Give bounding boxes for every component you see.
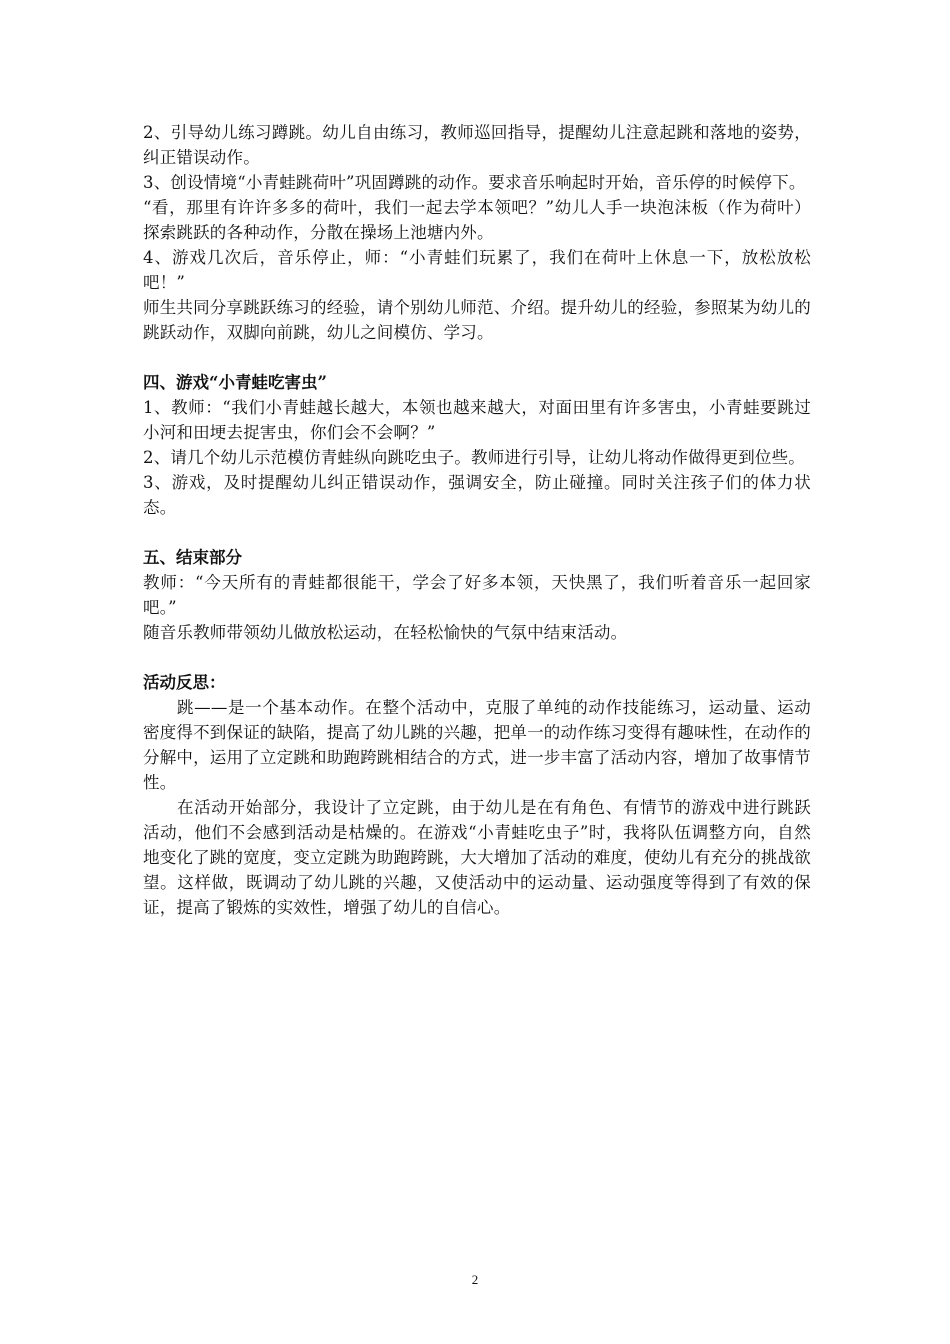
section-heading-reflection: 活动反思： (143, 673, 226, 692)
paragraph-game-safety: 3、游戏，及时提醒幼儿纠正错误动作，强调安全，防止碰撞。同时关注孩子们的体力状态。 (143, 473, 811, 517)
spacer (143, 645, 811, 670)
paragraph-lotus-leaf-situation: 3、创设情境“小青蛙跳荷叶”巩固蹲跳的动作。要求音乐响起时开始，音乐停的时候停下。 (143, 173, 806, 192)
paragraph-music-stop-rest: 4、游戏几次后，音乐停止，师：“小青蛙们玩累了，我们在荷叶上休息一下，放松放松吧！” (143, 248, 811, 292)
page-number: 2 (471, 1272, 479, 1287)
paragraph-teacher-pests: 1、教师：“我们小青蛙越长越大，本领也越来越大，对面田里有许多害虫，小青蛙要跳过小河和田埂去捉害虫，你们会不会啊？” (143, 398, 811, 442)
paragraph-reflection-jump: 跳——是一个基本动作。在整个活动中，克服了单纯的动作技能练习，运动量、运动密度得不到保证的缺陷，提高了幼儿跳的兴趣，把单一的动作练习变得有趣味性，在动作的分解中，运用了立定跳和助跑跨跳相结合的方式，进一步丰富了活动内容，增加了故事情节性。 (143, 698, 811, 792)
spacer (143, 520, 811, 545)
paragraph-teacher-quote-lotus: “看，那里有许许多多的荷叶，我们一起去学本领吧？”幼儿人手一块泡沫板（作为荷叶）探索跳跃的各种动作，分散在操场上池塘内外。 (143, 198, 811, 242)
document-body (143, 120, 811, 920)
paragraph-reflection-design: 在活动开始部分，我设计了立定跳，由于幼儿是在有角色、有情节的游戏中进行跳跃活动，他们不会感到活动是枯燥的。在游戏“小青蛙吃虫子”时，我将队伍调整方向，自然地变化了跳的宽度，变立定跳为助跑跨跳，大大增加了活动的难度，使幼儿有充分的挑战欲望。这样做，既调动了幼儿跳的兴趣，又使活动中的运动量、运动强度等得到了有效的保证，提高了锻炼的实效性，增强了幼儿的自信心。 (143, 798, 811, 917)
spacer (143, 345, 811, 370)
section-heading-ending: 五、结束部分 (143, 548, 242, 567)
paragraph-demo-jump: 2、请几个幼儿示范模仿青蛙纵向跳吃虫子。教师进行引导，让幼儿将动作做得更到位些。 (143, 448, 805, 467)
paragraph-relax-exercise: 随音乐教师带领幼儿做放松运动，在轻松愉快的气氛中结束活动。 (143, 623, 628, 642)
paragraph-teacher-go-home: 教师：“今天所有的青蛙都很能干，学会了好多本领，天快黑了，我们听着音乐一起回家吧。” (143, 573, 811, 617)
paragraph-squat-jump-practice: 2、引导幼儿练习蹲跳。幼儿自由练习，教师巡回指导，提醒幼儿注意起跳和落地的姿势，纠正错误动作。 (143, 123, 811, 167)
paragraph-share-experience: 师生共同分享跳跃练习的经验，请个别幼儿师范、介绍。提升幼儿的经验，参照某为幼儿的跳跃动作，双脚向前跳，幼儿之间模仿、学习。 (143, 298, 811, 342)
section-heading-game: 四、游戏“小青蛙吃害虫” (143, 373, 327, 392)
